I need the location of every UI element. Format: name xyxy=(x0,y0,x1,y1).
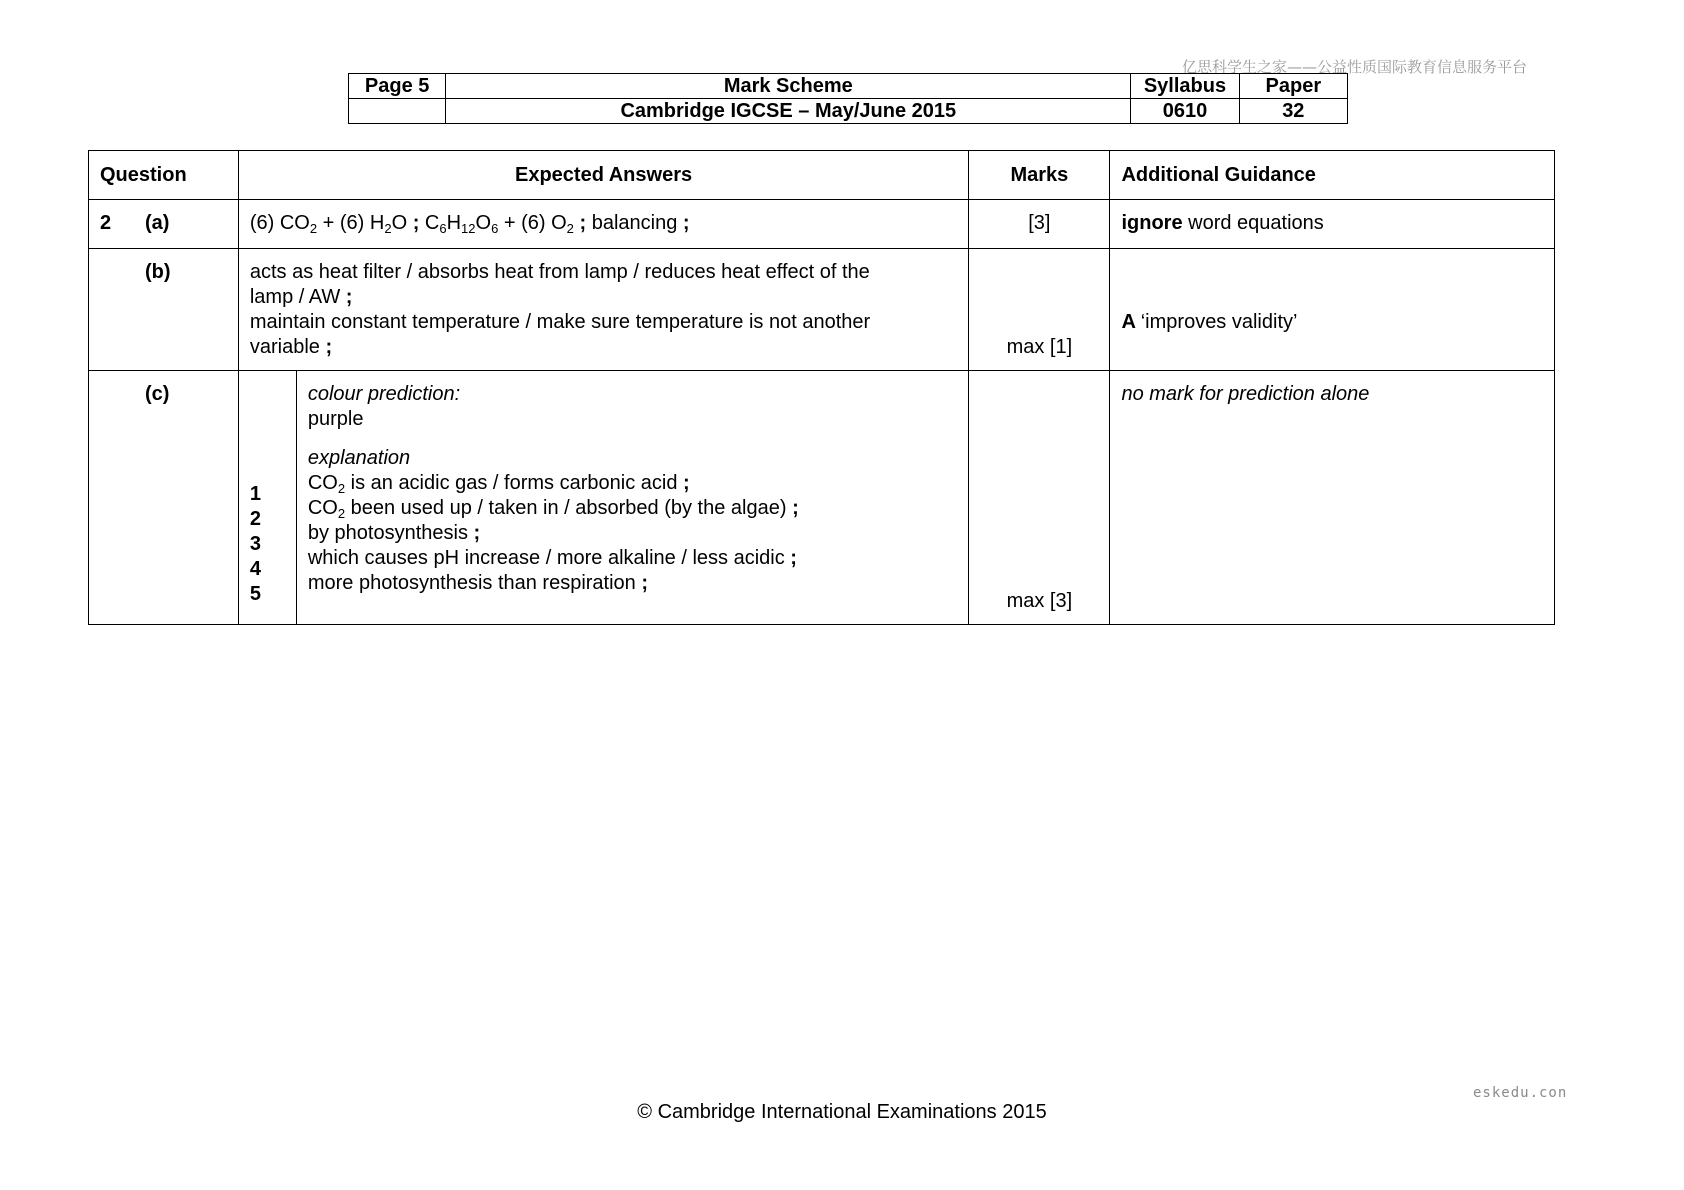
col-header-question: Question xyxy=(89,151,239,200)
syllabus-label: Syllabus xyxy=(1131,74,1239,99)
header-table xyxy=(348,73,1348,124)
question-cell xyxy=(89,200,239,249)
question-number: 2 xyxy=(100,212,112,234)
question-part: (c) xyxy=(145,383,170,405)
col-header-marks: Marks xyxy=(969,151,1110,200)
question-part: (b) xyxy=(145,261,171,283)
doc-title: Mark Scheme xyxy=(446,74,1131,99)
guidance-cell: A ‘improves validity’ xyxy=(1110,249,1555,371)
marks-cell: [3] xyxy=(969,200,1110,249)
answer-cell: (6) $CO_2 + (6)$ $H_2O$ ; $C_6H_{12}O_6 + (6)$ $O_2$ ; balancing ; xyxy=(238,200,968,249)
point-numbers: 1 2 3 4 5 xyxy=(239,371,297,624)
mark-scheme-table xyxy=(88,150,1555,625)
table-row xyxy=(89,200,1555,249)
exam-title: Cambridge IGCSE – May/June 2015 xyxy=(446,99,1131,124)
col-header-answers: Expected Answers xyxy=(238,151,968,200)
answer-cell xyxy=(238,371,968,625)
question-part: (a) xyxy=(145,212,170,234)
answer-cell: acts as heat filter / absorbs heat from lamp / reduces heat effect of the lamp / AW ; maintain constant temperature / make sure temperature is not another variable ; xyxy=(238,249,968,371)
table-header-row xyxy=(89,151,1555,200)
explanation-text: colour prediction: purple explanation $CO_2$ is an acidic gas / forms carbonic acid ; $CO_2$ been used up / taken in / absorbed (by the algae) ; by photosynthesis ; which causes pH increase / more alkaline / less acidic ; more photosynthesis than respiration ; xyxy=(307,383,799,594)
page-label: Page 5 xyxy=(349,74,446,99)
guidance-cell: no mark for prediction alone xyxy=(1110,371,1555,625)
guidance-cell: ignore word equations xyxy=(1110,200,1555,249)
question-cell xyxy=(89,249,239,371)
question-cell xyxy=(89,371,239,625)
watermark-top: 亿思科学生之家——公益性质国际教育信息服务平台 xyxy=(1182,58,1528,76)
header-empty-cell xyxy=(349,99,446,124)
watermark-bottom: eskedu.con xyxy=(1473,1085,1568,1101)
paper-number: 32 xyxy=(1239,99,1347,124)
table-row xyxy=(89,249,1555,371)
marks-cell: max [3] xyxy=(969,371,1110,625)
col-header-guidance: Additional Guidance xyxy=(1110,151,1555,200)
paper-label: Paper xyxy=(1239,74,1347,99)
marks-cell: max [1] xyxy=(969,249,1110,371)
footer-copyright: © Cambridge International Examinations 2015 xyxy=(637,1101,1047,1123)
table-row xyxy=(89,371,1555,625)
syllabus-code: 0610 xyxy=(1131,99,1239,124)
